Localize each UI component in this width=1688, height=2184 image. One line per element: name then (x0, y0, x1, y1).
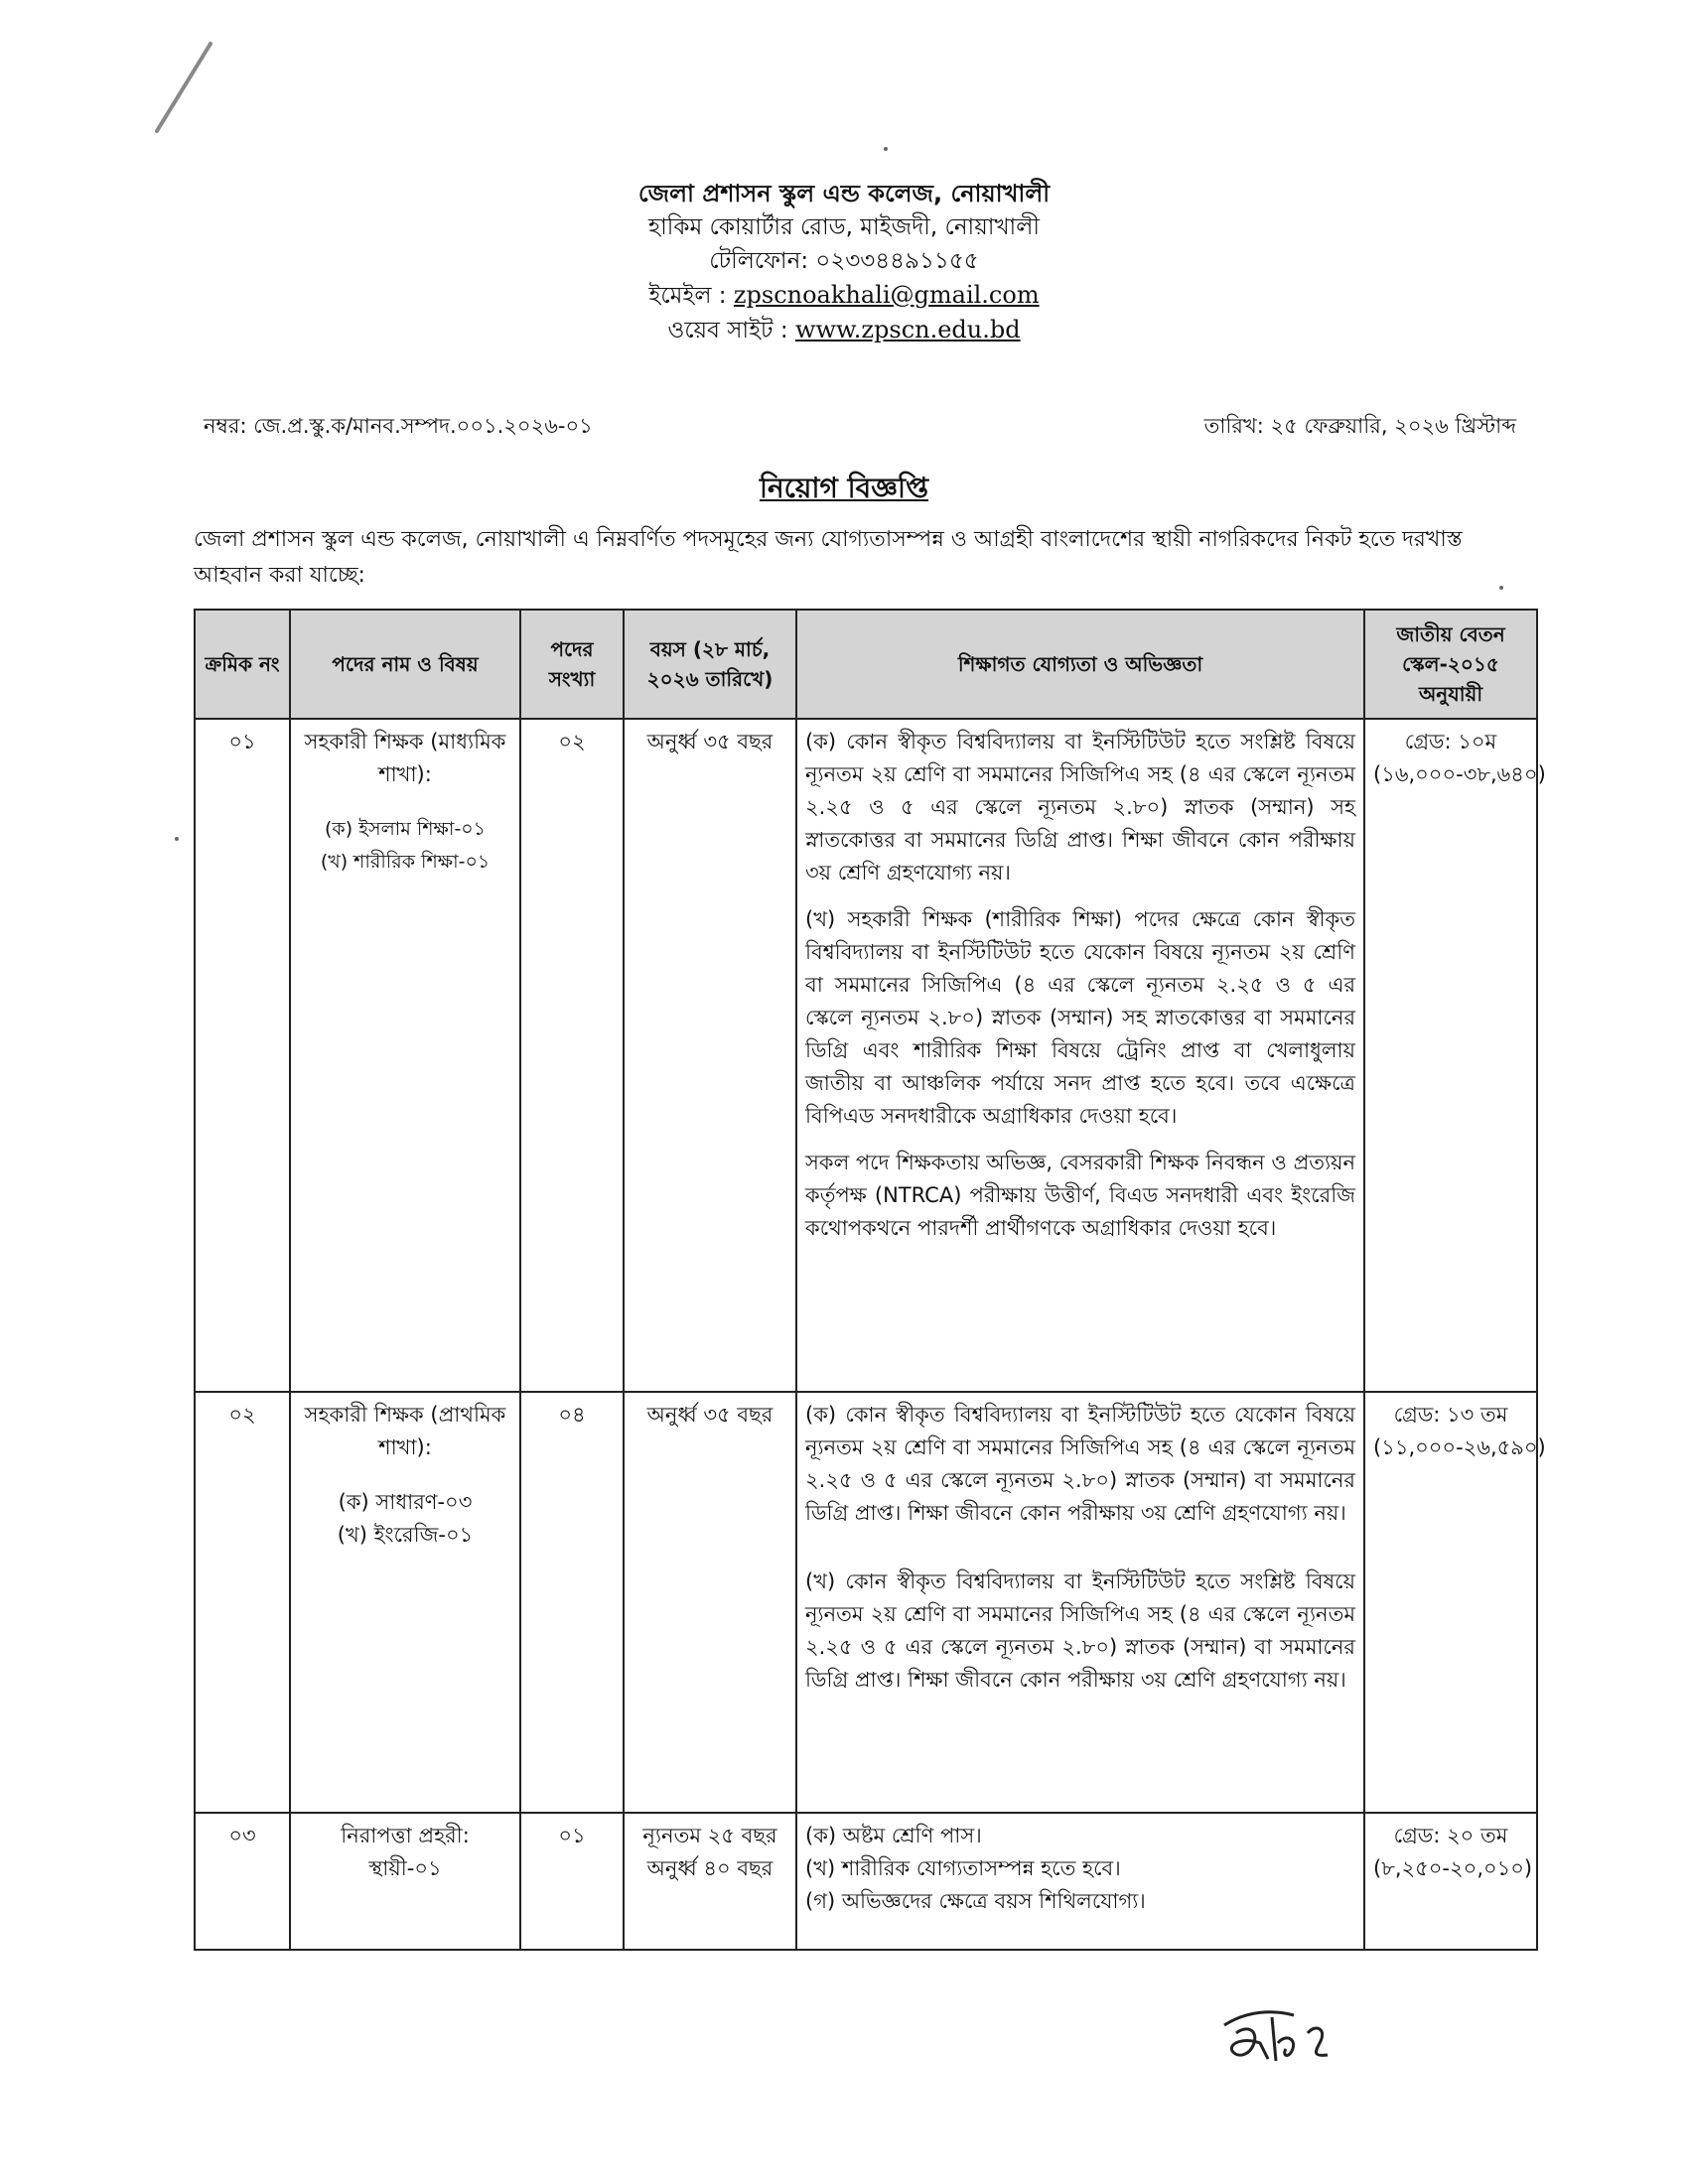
row-qualification (796, 1392, 1364, 1813)
row-post (290, 1392, 520, 1813)
scan-speck (884, 147, 888, 151)
website-label: ওয়েব সাইট : (667, 318, 788, 343)
header-post: পদের নাম ও বিষয় (290, 610, 520, 719)
table-row (195, 719, 1537, 1392)
qualification-b: (খ) সহকারী শিক্ষক (শারীরিক শিক্ষা) পদের ক্ষেত্রে কোন স্বীকৃত বিশ্ববিদ্যালয় বা ইনস্টিটিউট হতে যেকোন বিষয়ে ন্যূনতম ২য় শ্রেণি বা সমমানের সিজিপিএ (৪ এর স্কেলে ন্যূনতম ২.২৫ ও ৫ এর স্কেলে ন্যূনতম ২.৮০) স্নাতক (সম্মান) সহ স্নাতকোত্তর বা সমমানের ডিগ্রি এবং শারীরিক শিক্ষা বিষয়ে ট্রেনিং প্রাপ্ত বা খেলাধুলায় জাতীয় বা আঞ্চলিক পর্যায়ে সনদ প্রাপ্ত হতে হবে। তবে এক্ষেত্রে বিপিএড সনদধারীকে অগ্রাধিকার দেওয়া হবে। (805, 907, 1355, 1128)
row-qualification (796, 719, 1364, 1392)
age-max: অনুর্ধ্ব ৪০ বছর (646, 1856, 774, 1880)
notice-title: নিয়োগ বিজ্ঞপ্তি (759, 472, 929, 504)
grade: গ্রেড: ২০ তম (1393, 1824, 1508, 1847)
row-age: অনুর্ধ্ব ৩৫ বছর (624, 719, 796, 1392)
letterhead (0, 177, 1688, 347)
row-scale (1364, 719, 1546, 1392)
row-post (290, 1813, 520, 1950)
grade: গ্রেড: ১০ম (1404, 730, 1497, 753)
header-qualification: শিক্ষাগত যোগ্যতা ও অভিজ্ঞতা (796, 610, 1364, 719)
email-label: ইমেইল : (648, 283, 727, 309)
header-age: বয়স (২৮ মার্চ, ২০২৬ তারিখে) (624, 610, 796, 719)
table-header-row (195, 610, 1537, 719)
vacancy-table (194, 609, 1546, 1951)
qualification-a: (ক) কোন স্বীকৃত বিশ্ববিদ্যালয় বা ইনস্টিটিউট হতে যেকোন বিষয়ে ন্যূনতম ২য় শ্রেণি বা সমমানের সিজিপিএ সহ (৪ এর স্কেলে ন্যূনতম ২.২৫ ও ৫ এর স্কেলে ন্যূনতম ২.৮০) স্নাতক (সম্মান) বা সমমানের ডিগ্রি প্রাপ্ত। শিক্ষা জীবনে কোন পরীক্ষায় ৩য় শ্রেণি গ্রহণযোগ্য নয়। (805, 1403, 1355, 1525)
pay-scale: (১৬,০০০-৩৮,৬৪০) (1373, 762, 1546, 786)
grade: গ্রেড: ১৩ তম (1393, 1403, 1508, 1427)
row-age: অনুর্ধ্ব ৩৫ বছর (624, 1392, 796, 1813)
signature-mark (1216, 2003, 1336, 2073)
age-min: ন্যূনতম ২৫ বছর (642, 1824, 777, 1847)
institution-address: হাকিম কোয়ার্টার রোড, মাইজদী, নোয়াখালী (648, 214, 1040, 240)
table-row (195, 1392, 1537, 1813)
row-serial: ০১ (195, 719, 290, 1392)
phone-label: টেলিফোন: (709, 248, 809, 274)
institution-name: জেলা প্রশাসন স্কুল এন্ড কলেজ, নোয়াখালী (637, 180, 1051, 207)
row-post (290, 719, 520, 1392)
qualification-b: (খ) কোন স্বীকৃত বিশ্ববিদ্যালয় বা ইনস্টিটিউট হতে সংশ্লিষ্ট বিষয়ে ন্যূনতম ২য় শ্রেণি বা সমমানের সিজিপিএ সহ (৪ এর স্কেলে ন্যূনতম ২.২৫ ও ৫ এর স্কেলে ন্যূনতম ২.৮০) স্নাতক (সম্মান) বা সমমানের ডিগ্রি প্রাপ্ত। শিক্ষা জীবনে কোন পরীক্ষায় ৩য় শ্রেণি গ্রহণযোগ্য নয়। (805, 1570, 1355, 1692)
scan-speck (175, 837, 179, 841)
qualification-a: (ক) অষ্টম শ্রেণি পাস। (805, 1824, 982, 1847)
row-count: ০২ (520, 719, 624, 1392)
email-link[interactable]: zpscnoakhali@gmail.com (733, 281, 1040, 309)
row-serial: ০৩ (195, 1813, 290, 1950)
header-serial: ক্রমিক নং (195, 610, 290, 719)
post-sub-b: (খ) ইংরেজি-০১ (337, 1523, 474, 1547)
header-scale: জাতীয় বেতন স্কেল-২০১৫ অনুযায়ী (1364, 610, 1537, 719)
qualification-a: (ক) কোন স্বীকৃত বিশ্ববিদ্যালয় বা ইনস্টিটিউট হতে সংশ্লিষ্ট বিষয়ে ন্যূনতম ২য় শ্রেণি বা সমমানের সিজিপিএ সহ (৪ এর স্কেলে ন্যূনতম ২.২৫ ও ৫ এর স্কেলে ন্যূনতম ২.৮০) স্নাতক (সম্মান) সহ স্নাতকোত্তর বা সমমানের ডিগ্রি প্রাপ্ত। শিক্ষা জীবনে কোন পরীক্ষায় ৩য় শ্রেণি গ্রহণযোগ্য নয়। (805, 730, 1355, 885)
post-sub-b: (খ) শারীরিক শিক্ষা-০১ (320, 851, 491, 873)
row-age (624, 1813, 796, 1950)
pay-scale: (১১,০০০-২৬,৫৯০) (1373, 1435, 1546, 1459)
phone-number: ০২৩৩৪৪৯১১৫৫ (815, 248, 979, 274)
post-sub-a: স্থায়ী-০১ (368, 1856, 442, 1880)
table-row (195, 1813, 1537, 1950)
website-link[interactable]: www.zpscn.edu.bd (794, 316, 1021, 343)
row-qualification (796, 1813, 1364, 1950)
pen-stroke-mark (149, 40, 218, 139)
post-sub-a: (ক) সাধারণ-০৩ (338, 1490, 473, 1514)
post-title: নিরাপত্তা প্রহরী: (341, 1824, 470, 1847)
post-title: সহকারী শিক্ষক (প্রাথমিক শাখা): (304, 1403, 506, 1459)
email-line (0, 278, 1688, 313)
website-line (0, 313, 1688, 347)
row-serial: ০২ (195, 1392, 290, 1813)
intro-paragraph: জেলা প্রশাসন স্কুল এন্ড কলেজ, নোয়াখালী এ নিম্নবর্ণিত পদসমূহের জন্য যোগ্যতাসম্পন্ন ও আগ্রহী বাংলাদেশের স্থায়ী নাগরিকদের নিকট হতে দরখাস্ত আহবান করা যাচ্ছে: (194, 527, 1463, 588)
post-sub-a: (ক) ইসলাম শিক্ষা-০১ (325, 818, 486, 840)
phone-line (0, 244, 1688, 278)
qualification-b: (খ) শারীরিক যোগ্যতাসম্পন্ন হতে হবে। (805, 1856, 1121, 1880)
memo-date: তারিখ: ২৫ ফেব্রুয়ারি, ২০২৬ খ্রিস্টাব্দ (1203, 414, 1516, 438)
row-count: ০১ (520, 1813, 624, 1950)
row-count: ০৪ (520, 1392, 624, 1813)
header-count: পদের সংখ্যা (520, 610, 624, 719)
qualification-note: সকল পদে শিক্ষকতায় অভিজ্ঞ, বেসরকারী শিক্ষক নিবন্ধন ও প্রত্যয়ন কর্তৃপক্ষ (NTRCA) পরীক্ষায় উত্তীর্ণ, বিএড সনদধারী এবং ইংরেজি কথোপকথনে পারদর্শী প্রার্থীগণকে অগ্রাধিকার দেওয়া হবে। (805, 1151, 1355, 1240)
row-scale (1364, 1392, 1546, 1813)
scan-speck (1499, 586, 1503, 590)
post-title: সহকারী শিক্ষক (মাধ্যমিক শাখা): (304, 730, 506, 786)
pay-scale: (৮,২৫০-২০,০১০) (1373, 1856, 1533, 1880)
qualification-c: (গ) অভিজ্ঞদের ক্ষেত্রে বয়স শিথিলযোগ্য। (805, 1889, 1146, 1913)
row-scale (1364, 1813, 1537, 1950)
memo-number: নম্বর: জে.প্র.স্কু.ক/মানব.সম্পদ.০০১.২০২৬-০১ (204, 414, 593, 438)
